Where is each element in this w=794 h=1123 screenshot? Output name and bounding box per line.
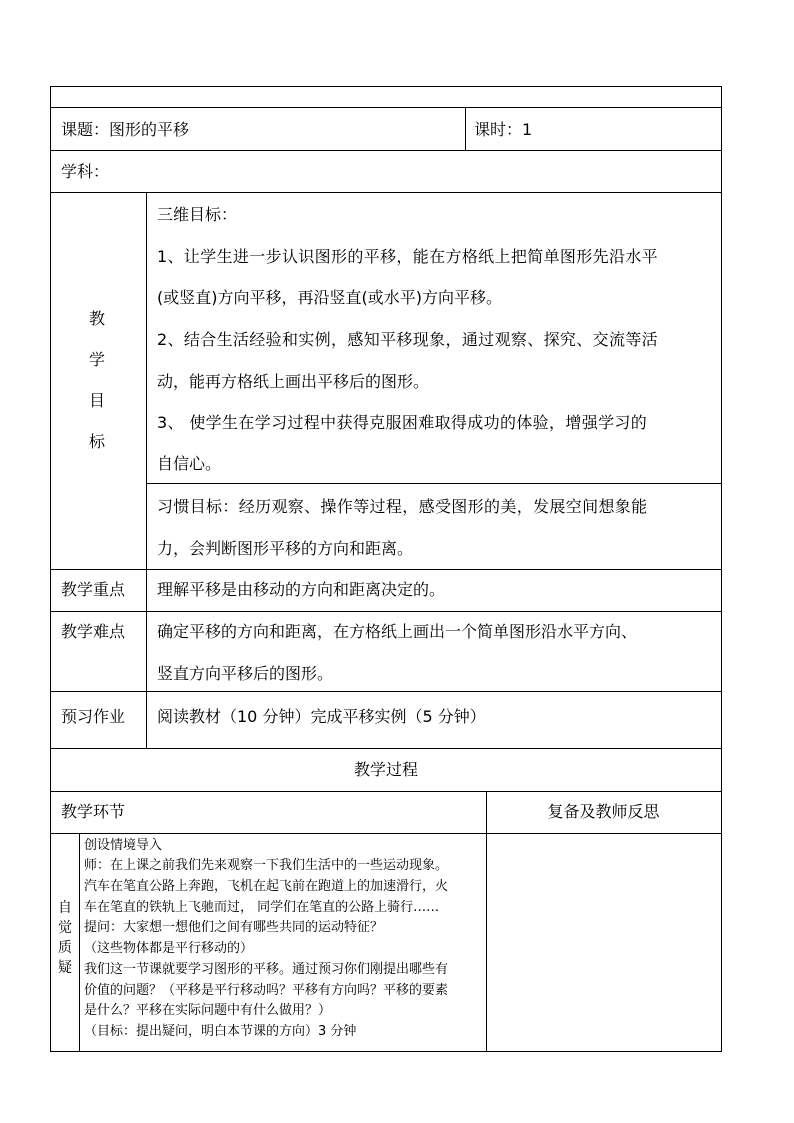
row-divider	[51, 611, 721, 612]
key-point-text: 理解平移是由移动的方向和距离决定的。	[157, 580, 446, 599]
process-line: 创设情境导入	[84, 838, 163, 853]
topic-label: 课题：图形的平移	[61, 120, 190, 139]
row-divider	[51, 192, 721, 193]
difficulty-label: 教学难点	[61, 622, 126, 641]
objectives-side-char: 目	[88, 391, 105, 410]
row-divider	[51, 791, 721, 792]
process-line: 我们这一节课就要学习图形的平移。通过预习你们刚提出哪些有	[84, 962, 449, 977]
column-divider	[465, 107, 466, 150]
difficulty-line: 确定平移的方向和距离，在方格纸上画出一个简单图形沿水平方向、	[157, 622, 638, 641]
difficulty-line: 竖直方向平移后的图形。	[157, 664, 334, 683]
process-line: 是什么？平移在实际问题中有什么做用？）	[84, 1003, 332, 1018]
row-divider	[51, 833, 721, 834]
preview-label: 预习作业	[61, 707, 126, 726]
process-line: （目标：提出疑问，明白本节课的方向）3 分钟	[84, 1024, 357, 1039]
stage-char: 疑	[58, 960, 72, 976]
row-divider	[51, 748, 721, 749]
objectives-side-char: 教	[88, 309, 105, 328]
objective-line: 2、结合生活经验和实例，感知平移现象，通过观察、探究、交流等活	[157, 330, 659, 349]
column-divider	[79, 833, 80, 1051]
preview-text: 阅读教材（10 分钟）完成平移实例（5 分钟）	[157, 707, 486, 726]
habit-line: 力，会判断图形平移的方向和距离。	[157, 539, 414, 558]
objectives-side-char: 标	[88, 432, 105, 451]
process-title: 教学过程	[353, 760, 418, 779]
process-col-right: 复备及教师反思	[547, 802, 660, 821]
process-line: 提问：大家想一想他们之间有哪些共同的运动特征？	[84, 920, 384, 935]
stage-char: 质	[58, 940, 72, 956]
row-divider	[51, 150, 721, 151]
habit-line: 习惯目标：经历观察、操作等过程，感受图形的美，发展空间想象能	[157, 497, 648, 516]
objective-line: 1、让学生进一步认识图形的平移，能在方格纸上把简单图形先沿水平	[157, 247, 659, 266]
objective-line: 自信心。	[157, 454, 222, 473]
process-col-left: 教学环节	[61, 802, 126, 821]
lesson-plan-table	[50, 86, 722, 1052]
process-line: （这些物体都是平行移动的）	[84, 941, 254, 956]
three-dim-title: 三维目标：	[157, 205, 238, 224]
process-line: 汽车在笔直公路上奔跑，飞机在起飞前在跑道上的加速滑行，火	[84, 879, 449, 894]
process-line: 价值的问题？（平移是平行移动吗？平移有方向吗？平移的要素	[84, 983, 449, 998]
row-divider	[146, 483, 721, 484]
row-divider	[51, 691, 721, 692]
stage-char: 自	[58, 900, 72, 916]
objective-line: 3、 使学生在学习过程中获得克服困难取得成功的体验，增强学习的	[157, 413, 648, 432]
row-divider	[51, 569, 721, 570]
objectives-side-char: 学	[88, 350, 105, 369]
process-line: 师：在上课之前我们先来观察一下我们生活中的一些运动现象。	[84, 858, 449, 873]
objective-line: (或竖直)方向平移，再沿竖直(或水平)方向平移。	[157, 288, 502, 307]
key-point-label: 教学重点	[61, 580, 126, 599]
stage-char: 觉	[58, 920, 72, 936]
process-line: 车在笔直的铁轨上飞驰而过， 同学们在笔直的公路上骑行……	[84, 900, 440, 915]
subject-label: 学科：	[61, 162, 110, 181]
column-divider	[146, 192, 147, 748]
column-divider	[486, 791, 487, 1051]
hours-label: 课时：1	[474, 120, 533, 139]
objective-line: 动，能再方格纸上画出平移后的图形。	[157, 372, 430, 391]
row-divider	[51, 107, 721, 108]
